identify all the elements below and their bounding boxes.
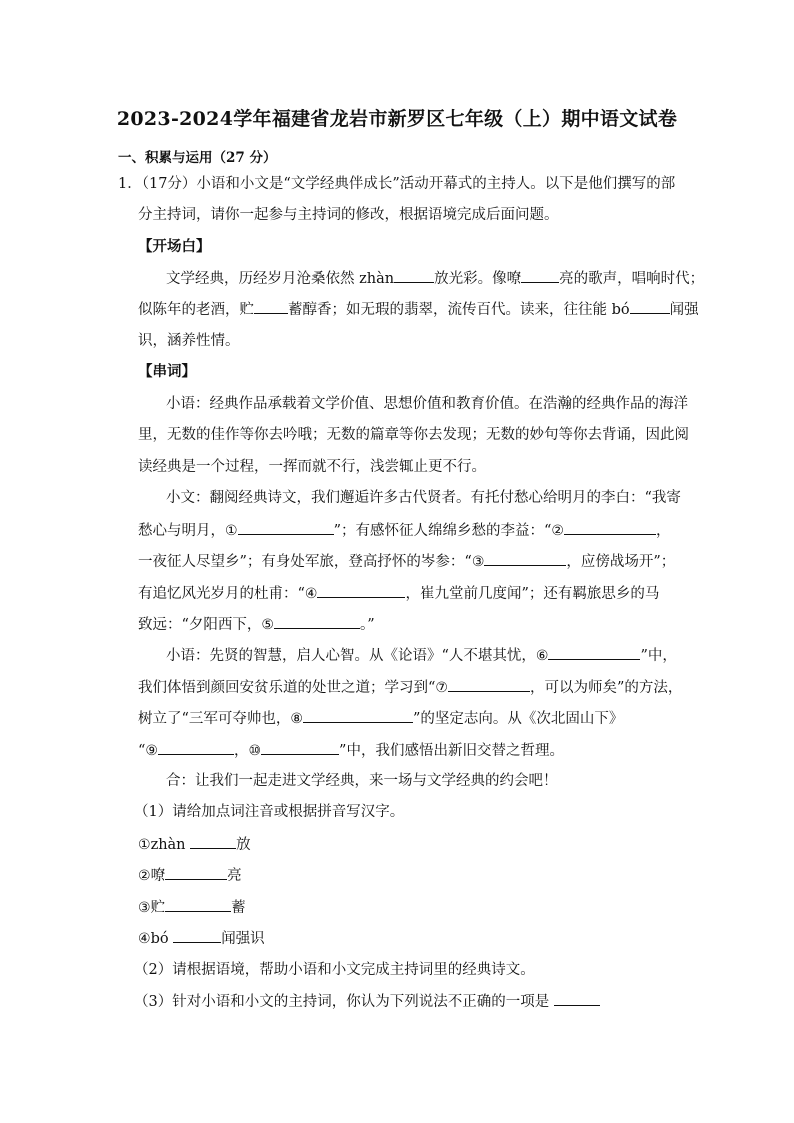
- subquestion-3: [134, 991, 600, 1012]
- fill-blank[interactable]: [261, 740, 339, 755]
- blank-number-8: ⑧: [290, 711, 303, 727]
- paragraph-xiaoyu2-line-3: [138, 708, 623, 729]
- fill-blank[interactable]: [448, 677, 530, 692]
- paragraph-closing: 合：让我们一起走进文学经典，来一场与文学经典的约会吧！: [166, 773, 558, 789]
- text-segment: 小语：先贤的智慧，启人心智。从《论语》“人不堪其忧，: [166, 648, 536, 664]
- item-number-2: ②: [138, 868, 151, 884]
- text-segment: 文学经典，历经岁月沧桑依然 zhàn: [166, 271, 395, 287]
- fill-blank[interactable]: [394, 268, 434, 283]
- fill-blank[interactable]: [317, 583, 405, 598]
- text-segment: 贮: [150, 900, 166, 916]
- paragraph-xiaoyu2-line-4: [138, 740, 564, 761]
- paragraph-xiaowen-line-2: [138, 520, 670, 541]
- text-segment: “: [138, 743, 146, 759]
- text-segment: 亮: [227, 868, 242, 884]
- fill-blank[interactable]: [303, 708, 413, 723]
- text-segment: 放: [236, 837, 251, 853]
- answer-blank[interactable]: [554, 991, 600, 1006]
- blank-number-10: ⑩: [248, 743, 262, 759]
- paragraph-xiaoyu2-line-1: [166, 645, 677, 666]
- paragraph-xiaowen-line-3: [138, 551, 675, 572]
- paragraph-xiaowen-line-5: [138, 614, 375, 635]
- text-segment: 亮的歌声，唱响时代；: [559, 271, 705, 287]
- blank-number-9: ⑨: [145, 743, 158, 759]
- blank-number-7: ⑦: [435, 680, 448, 696]
- fill-blank[interactable]: [254, 299, 288, 314]
- paragraph-xiaowen-line-1: 小文：翻阅经典诗文，我们邂逅许多古代贤者。有托付愁心给明月的李白：“我寄: [166, 490, 681, 506]
- text-segment: 树立了“三军可夺帅也，: [138, 711, 291, 727]
- blank-number-6: ⑥: [535, 648, 549, 664]
- text-segment: 致远：“夕阳西下，: [138, 617, 262, 633]
- text-segment: 。”: [359, 617, 375, 633]
- text-segment: ”；有感怀征人绵绵乡愁的李益：“: [333, 523, 552, 539]
- pinyin-prompt: bó: [150, 931, 169, 947]
- page-title: 2023-2024学年福建省龙岩市新罗区七年级（上）期中语文试卷: [116, 108, 678, 130]
- text-segment: ，: [233, 743, 249, 759]
- paragraph-xiaoyu2-line-2: [138, 677, 682, 698]
- text-segment: 嘹: [150, 868, 166, 884]
- fill-blank[interactable]: [630, 299, 670, 314]
- text-segment: ”中，我们感悟出新旧交替之哲理。: [339, 743, 564, 759]
- subquestion-2: （2）请根据语境，帮助小语和小文完成主持词里的经典诗文。: [134, 962, 535, 978]
- text-segment: 闻强识: [221, 931, 265, 947]
- text-segment: ”的坚定志向。从《次北固山下》: [412, 711, 624, 727]
- answer-line-3: [138, 897, 246, 918]
- question-1-intro-line-2: 分主持词，请你一起参与主持词的修改，根据语境完成后面问题。: [138, 207, 559, 223]
- heading-chuanci: 【串词】: [138, 363, 196, 380]
- text-segment: ，崔九堂前几度闻”；还有羁旅思乡的马: [405, 586, 660, 602]
- blank-number-4: ④: [304, 586, 318, 602]
- answer-line-1: [138, 834, 251, 855]
- text-segment: 愁心与明月，: [138, 523, 225, 539]
- fill-blank[interactable]: [564, 520, 656, 535]
- paragraph-xiaoyu-line-3: 读经典是一个过程，一挥而就不行，浅尝辄止更不行。: [138, 459, 486, 475]
- fill-blank[interactable]: [521, 268, 559, 283]
- fill-blank[interactable]: [484, 551, 566, 566]
- text-segment: ，可以为师矣”的方法，: [529, 680, 683, 696]
- answer-blank[interactable]: [173, 928, 221, 943]
- question-1-intro-line-1: 1．（17分）小语和小文是“文学经典伴成长”活动开幕式的主持人。以下是他们撰写的部: [118, 176, 676, 192]
- text-segment: 蓄醇香；如无瑕的翡翠，流传百代。读来，往往能 bó: [288, 302, 630, 318]
- fill-blank[interactable]: [274, 614, 360, 629]
- pinyin-prompt: zhàn: [150, 837, 186, 853]
- fill-blank[interactable]: [158, 740, 234, 755]
- item-number-3: ③: [138, 900, 151, 916]
- answer-blank[interactable]: [190, 834, 236, 849]
- answer-blank[interactable]: [165, 897, 231, 912]
- fill-blank[interactable]: [238, 520, 334, 535]
- item-number-4: ④: [138, 931, 151, 947]
- heading-kaichang: 【开场白】: [138, 238, 211, 255]
- blank-number-5: ⑤: [261, 617, 274, 633]
- text-segment: （3）针对小语和小文的主持词，你认为下列说法不正确的一项是: [134, 994, 550, 1010]
- text-segment: 放光彩。像嘹: [434, 271, 522, 287]
- answer-line-4: [138, 928, 265, 949]
- text-segment: ，应傍战场开”；: [566, 554, 676, 570]
- blank-number-1: ①: [225, 523, 238, 539]
- blank-number-3: ③: [471, 554, 485, 570]
- paragraph-opening-line-3: 识，涵养性情。: [138, 333, 240, 349]
- text-segment: 有追忆风光岁月的杜甫：“: [138, 586, 305, 602]
- text-segment: ，: [655, 523, 671, 539]
- text-segment: 一夜征人尽望乡”；有身处军旅，登高抒怀的岑参：“: [138, 554, 472, 570]
- paragraph-opening-line-2: [138, 299, 699, 320]
- text-segment: 似陈年的老酒，贮: [138, 302, 254, 318]
- answer-line-2: [138, 865, 242, 886]
- text-segment: 蓄: [231, 900, 246, 916]
- text-segment: 我们体悟到颜回安贫乐道的处世之道；学习到“: [138, 680, 436, 696]
- paragraph-xiaoyu-line-1: 小语：经典作品承载着文学价值、思想价值和教育价值。在浩瀚的经典作品的海洋: [166, 396, 688, 412]
- blank-number-2: ②: [551, 523, 564, 539]
- paragraph-opening-line-1: [166, 268, 704, 289]
- subquestion-1: （1）请给加点词注音或根据拼音写汉字。: [134, 804, 405, 820]
- text-segment: ”中，: [640, 648, 677, 664]
- answer-blank[interactable]: [165, 865, 227, 880]
- fill-blank[interactable]: [548, 645, 640, 660]
- paragraph-xiaowen-line-4: [138, 583, 659, 604]
- section-heading: 一、积累与运用（27 分）: [118, 150, 277, 166]
- paragraph-xiaoyu-line-2: 里，无数的佳作等你去吟哦；无数的篇章等你去发现；无数的妙句等你去背诵，因此阅: [138, 427, 689, 443]
- text-segment: 闻强: [669, 302, 699, 318]
- item-number-1: ①: [138, 837, 151, 853]
